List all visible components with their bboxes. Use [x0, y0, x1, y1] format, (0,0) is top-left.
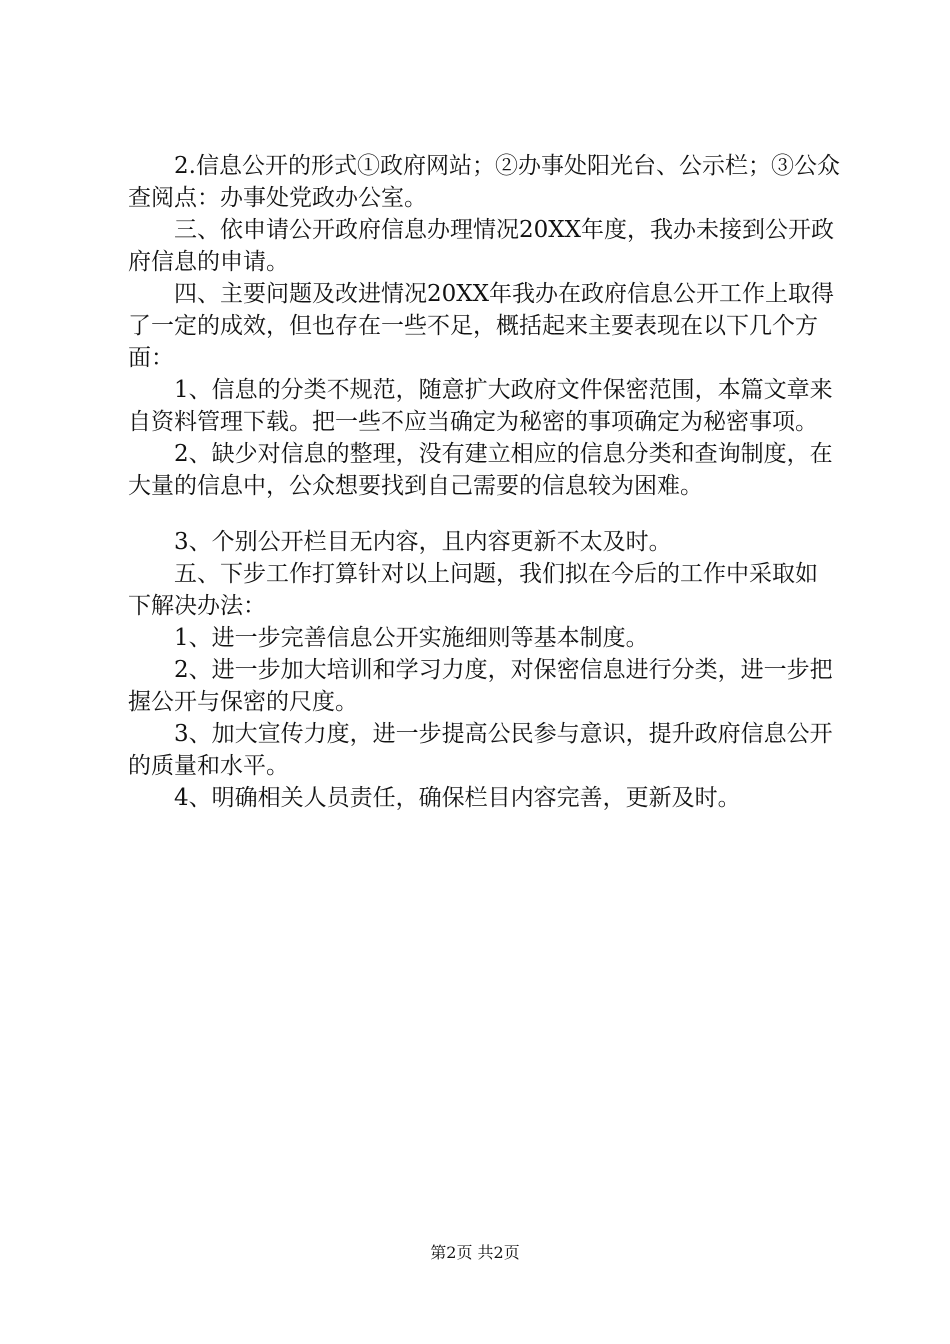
paragraph-plan-1: 1、进一步完善信息公开实施细则等基本制度。 — [174, 625, 649, 651]
paragraph-issue-3: 3、个别公开栏目无内容，且内容更新不太及时。 — [174, 529, 672, 555]
paragraph-issue-1: 1、信息的分类不规范，随意扩大政府文件保密范围，本篇文章来自资料管理下载。把一些不应当确定为秘密的事项确定为秘密事项。 — [128, 377, 833, 435]
paragraph-plan-3: 3、加大宣传力度，进一步提高公民参与意识，提升政府信息公开的质量和水平。 — [128, 721, 833, 779]
page-number-footer: 第2页 共2页 — [430, 1243, 520, 1262]
document-body — [128, 150, 840, 814]
paragraph-gap — [128, 502, 840, 526]
paragraph-plan-2: 2、进一步加大培训和学习力度，对保密信息进行分类，进一步把握公开与保密的尺度。 — [128, 657, 833, 715]
paragraph-issue-2: 2、缺少对信息的整理，没有建立相应的信息分类和查询制度，在大量的信息中，公众想要找到自己需要的信息较为困难。 — [128, 441, 833, 499]
paragraph-info-forms: 2.信息公开的形式①政府网站；②办事处阳光台、公示栏；③公众查阅点：办事处党政办公室。 — [128, 153, 840, 211]
paragraph-plan-4: 4、明确相关人员责任，确保栏目内容完善，更新及时。 — [174, 785, 741, 811]
paragraph-section-4: 四、主要问题及改进情况20XX年我办在政府信息公开工作上取得了一定的成效，但也存在一些不足，概括起来主要表现在以下几个方面： — [128, 281, 835, 371]
paragraph-section-3: 三、依申请公开政府信息办理情况20XX年度，我办未接到公开政府信息的申请。 — [128, 217, 835, 275]
paragraph-section-5: 五、下步工作打算针对以上问题，我们拟在今后的工作中采取如下解决办法： — [128, 561, 818, 619]
